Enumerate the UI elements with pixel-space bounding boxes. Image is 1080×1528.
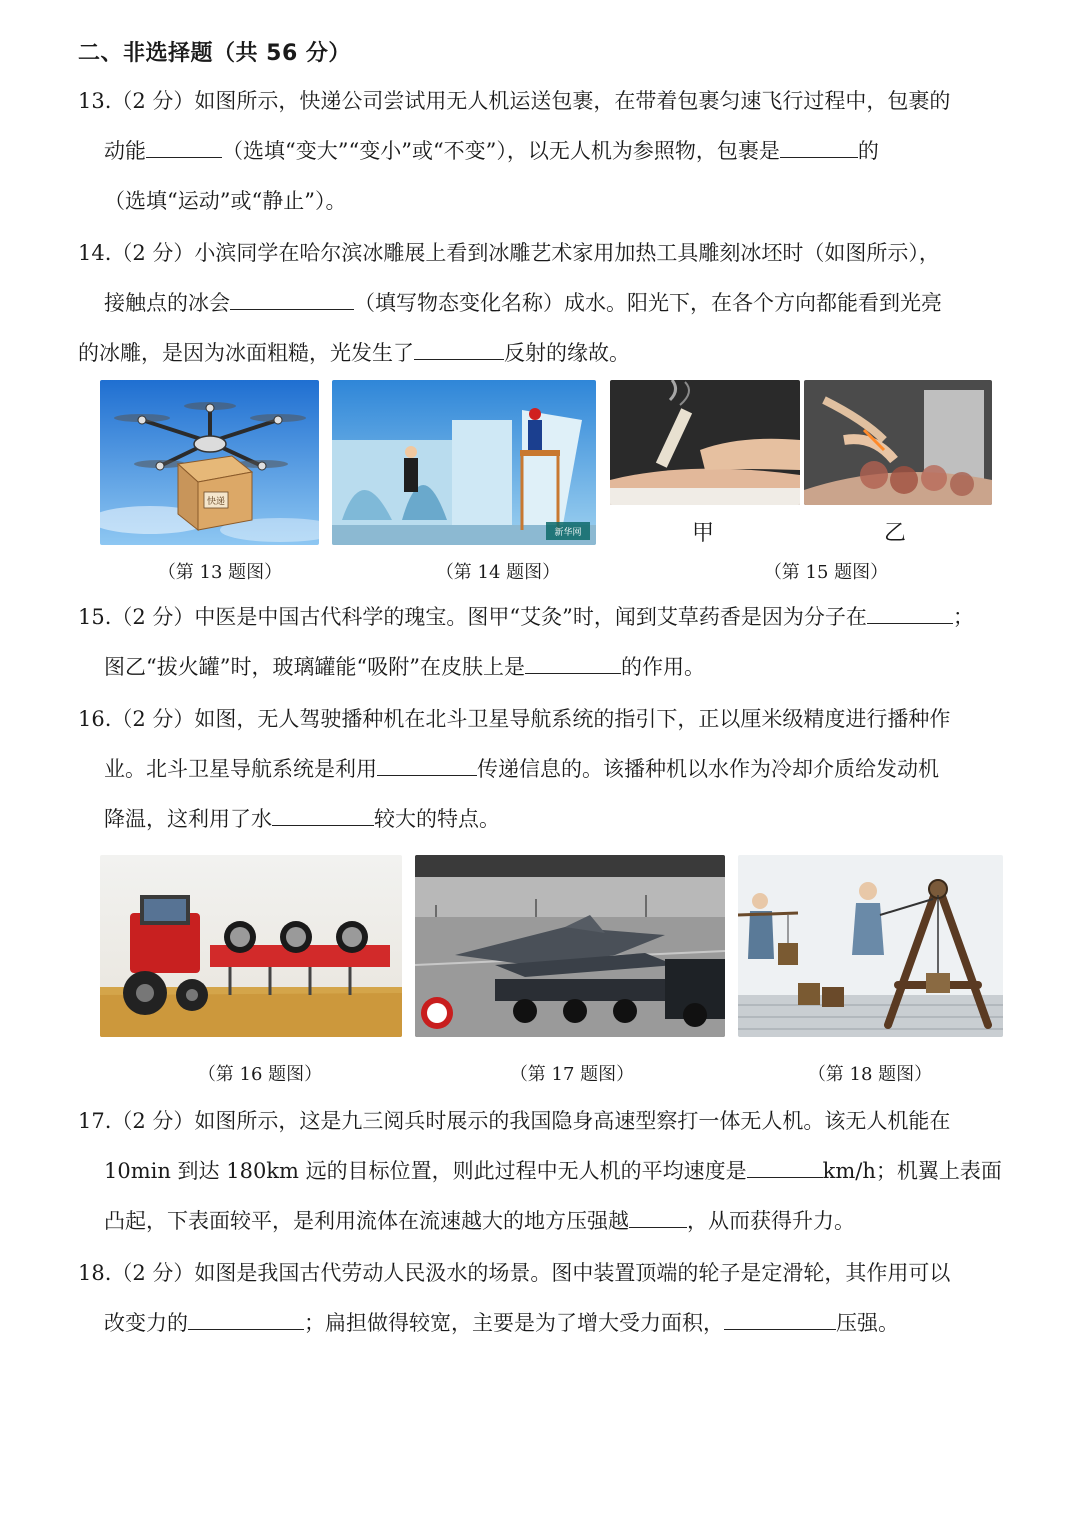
q15-text: ； xyxy=(952,605,974,629)
answer-blank[interactable] xyxy=(747,1155,823,1178)
q16-text: 传递信息的。该播种机以水作为冷却介质给发动机 xyxy=(477,757,939,781)
q13-text: 的 xyxy=(857,139,879,163)
answer-blank[interactable] xyxy=(230,287,354,310)
q17-line-1: 17.（2 分）如图所示，这是九三阅兵时展示的我国隐身高速型察打一体无人机。该无人机能在 xyxy=(78,1109,951,1133)
question-17 xyxy=(78,1096,1013,1246)
question-13 xyxy=(78,76,1013,226)
q16-line-3 xyxy=(78,794,1013,844)
answer-blank[interactable] xyxy=(414,337,504,360)
figure-18-water-drawing-image xyxy=(738,855,1003,1037)
figure-15-label-yi: 乙 xyxy=(883,521,906,546)
q15-text: 图乙“拔火罐”时，玻璃罐能“吸附”在皮肤上是 xyxy=(104,655,525,679)
q13-text: 动能 xyxy=(104,139,146,163)
q18-line-2 xyxy=(78,1298,1013,1348)
q13-line-1: 13.（2 分）如图所示，快递公司尝试用无人机运送包裹，在带着包裹匀速飞行过程中，包裹的 xyxy=(78,89,951,113)
figure-17-caption: （第 17 题图） xyxy=(509,1064,635,1085)
q15-line-2 xyxy=(78,642,1013,692)
q17-text: km/h；机翼上表面 xyxy=(822,1159,1002,1183)
figure-17-stealth-drone-image xyxy=(415,855,725,1037)
q16-text: 较大的特点。 xyxy=(374,807,500,831)
q14-line-1: 14.（2 分）小滨同学在哈尔滨冰雕展上看到冰雕艺术家用加热工具雕刻冰坯时（如图所示）， xyxy=(78,241,940,265)
news-logo: 新华网 xyxy=(554,528,582,538)
answer-blank[interactable] xyxy=(377,753,477,776)
q14-line-3 xyxy=(78,328,1013,378)
answer-blank[interactable] xyxy=(188,1307,304,1330)
answer-blank[interactable] xyxy=(272,803,374,826)
figure-16-seeder-image xyxy=(100,855,402,1037)
q16-text: 业。北斗卫星导航系统是利用 xyxy=(104,757,377,781)
q17-text: ，从而获得升力。 xyxy=(687,1209,855,1233)
q16-line-2 xyxy=(78,744,1013,794)
q14-text: （填写物态变化名称）成水。阳光下，在各个方向都能看到光亮 xyxy=(354,291,942,315)
q17-line-3 xyxy=(78,1196,1013,1246)
answer-blank[interactable] xyxy=(780,135,858,158)
q17-line-2 xyxy=(78,1146,1013,1196)
section-title: 二、非选择题（共 56 分） xyxy=(78,41,351,66)
figure-16-caption: （第 16 题图） xyxy=(197,1064,323,1085)
question-18 xyxy=(78,1248,1013,1348)
q15-line-1 xyxy=(78,592,1013,642)
q13-text: （选填“变大”“变小”或“不变”），以无人机为参照物，包裹是 xyxy=(222,139,780,163)
answer-blank[interactable] xyxy=(724,1307,836,1330)
box-label: 快递 xyxy=(206,497,226,507)
q18-line-1: 18.（2 分）如图是我国古代劳动人民汲水的场景。图中装置顶端的轮子是定滑轮，其作用可以 xyxy=(78,1261,951,1285)
q18-text: 压强。 xyxy=(836,1311,899,1335)
q13-line-3: （选填“运动”或“静止”）。 xyxy=(104,189,347,213)
q14-line-2 xyxy=(78,278,1013,328)
q15-text: 的作用。 xyxy=(620,655,705,679)
figure-15-label-jia: 甲 xyxy=(691,521,714,546)
figure-13-caption: （第 13 题图） xyxy=(157,562,283,583)
figure-13-drone-image xyxy=(100,380,319,545)
q18-text: ；扁担做得较宽，主要是为了增大受力面积， xyxy=(304,1311,724,1335)
q14-text: 反射的缘故。 xyxy=(504,341,630,365)
q18-text: 改变力的 xyxy=(104,1311,188,1335)
figure-15-caption: （第 15 题图） xyxy=(763,562,889,583)
q13-line-2 xyxy=(78,126,1013,176)
figure-15-jia-moxibustion-image xyxy=(610,380,800,505)
figure-18-caption: （第 18 题图） xyxy=(807,1064,933,1085)
q16-line-1: 16.（2 分）如图，无人驾驶播种机在北斗卫星导航系统的指引下，正以厘米级精度进行播种作 xyxy=(78,707,951,731)
question-15 xyxy=(78,592,1013,692)
q14-text: 的冰雕，是因为冰面粗糙，光发生了 xyxy=(78,341,414,365)
question-16 xyxy=(78,694,1013,844)
answer-blank[interactable] xyxy=(629,1205,687,1228)
question-14 xyxy=(78,228,1013,378)
figure-14-caption: （第 14 题图） xyxy=(435,562,561,583)
figure-15-yi-cupping-image xyxy=(804,380,992,505)
q14-text: 接触点的冰会 xyxy=(104,291,230,315)
q17-text: 凸起，下表面较平，是利用流体在流速越大的地方压强越 xyxy=(104,1209,629,1233)
q16-text: 降温，这利用了水 xyxy=(104,807,272,831)
q15-text: 15.（2 分）中医是中国古代科学的瑰宝。图甲“艾灸”时，闻到艾草药香是因为分子在 xyxy=(78,605,867,629)
q17-text: 10min 到达 180km 远的目标位置，则此过程中无人机的平均速度是 xyxy=(104,1159,747,1183)
answer-blank[interactable] xyxy=(525,651,621,674)
figure-14-ice-sculpture-image xyxy=(332,380,596,545)
answer-blank[interactable] xyxy=(146,135,222,158)
answer-blank[interactable] xyxy=(867,601,953,624)
